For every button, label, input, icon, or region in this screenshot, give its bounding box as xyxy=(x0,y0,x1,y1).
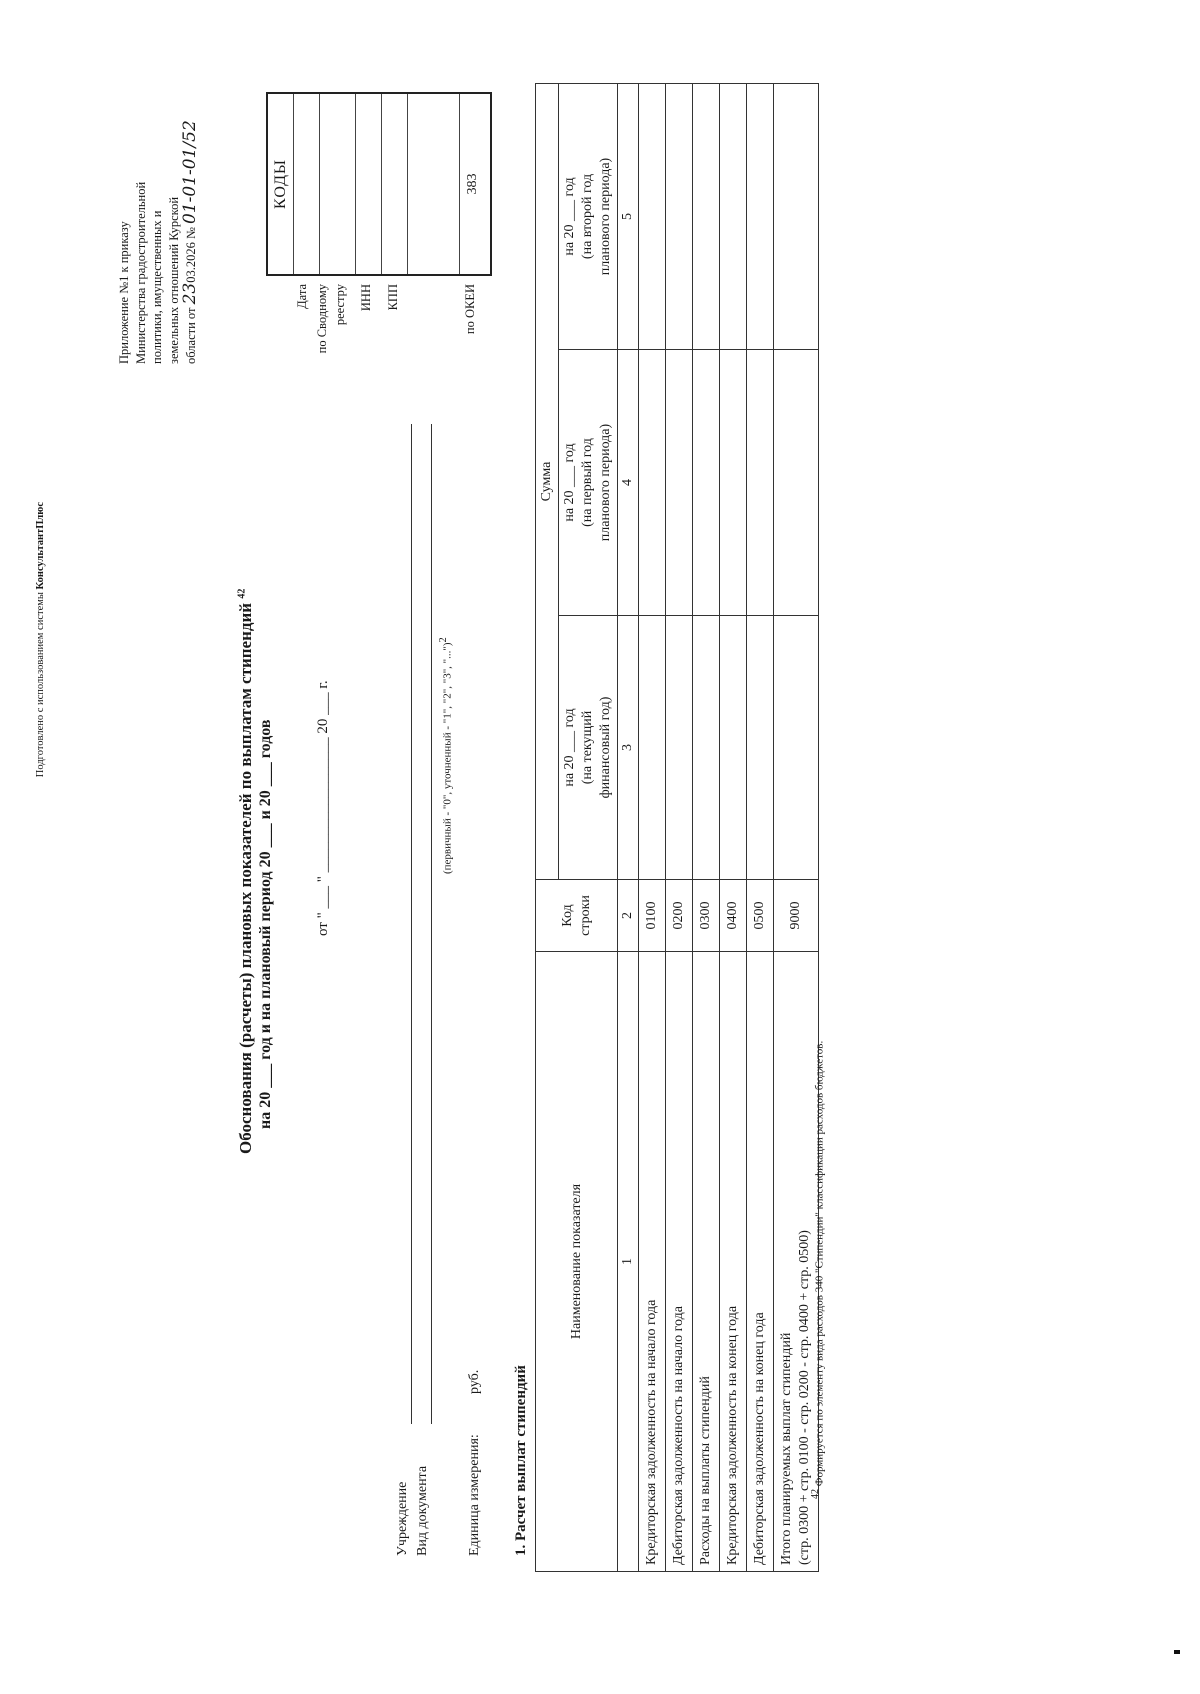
institution-label: Учреждение xyxy=(395,1481,410,1556)
total-row-name: Итого планируемых выплат стипендий (стр. 0300 + стр. 0100 - стр. 0200 - стр. 0400 + стр. 0500) xyxy=(774,952,819,1572)
document-title: Обоснования (расчеты) плановых показателей по выплатам стипендий $^{42}$ xyxy=(236,588,255,1154)
codes-date-cell[interactable] xyxy=(294,94,320,274)
value-cell[interactable] xyxy=(720,350,747,616)
value-cell[interactable] xyxy=(747,83,774,349)
unit-label: Единица измерения: xyxy=(467,1434,482,1556)
value-cell[interactable] xyxy=(639,350,666,616)
header-indicator-name: Наименование показателя xyxy=(536,952,618,1572)
document-subtitle: на 20 ___ год и на плановый период 20 ___ и 20 ___ годов xyxy=(257,719,274,1129)
codes-label-kpp: КПП xyxy=(386,284,400,311)
total-value-cell[interactable] xyxy=(774,350,819,616)
column-number: 5 xyxy=(618,83,639,349)
stipend-table xyxy=(535,83,819,1572)
codes-label-okei: по ОКЕИ xyxy=(463,284,477,335)
codes-kpp-cell[interactable] xyxy=(382,94,408,274)
header-second-plan-year: на 20 ___ год (на второй год планового периода) xyxy=(559,83,618,349)
codes-okei-cell: 383 xyxy=(465,173,480,195)
table-row xyxy=(666,83,693,1571)
total-value-cell[interactable] xyxy=(774,83,819,349)
table-row xyxy=(693,83,720,1571)
row-code: 0400 xyxy=(720,880,747,952)
section-title: 1. Расчет выплат стипендий xyxy=(513,1365,529,1556)
total-row-code: 9000 xyxy=(774,880,819,952)
codes-header: КОДЫ xyxy=(268,94,294,274)
value-cell[interactable] xyxy=(747,616,774,880)
handwritten-day: 23 xyxy=(180,282,200,305)
institution-underline[interactable] xyxy=(411,424,412,1424)
value-cell[interactable] xyxy=(693,83,720,349)
header-current-year: на 20 ___ год (на текущий финансовый год) xyxy=(559,616,618,880)
appendix-line: Министерства градостроительной xyxy=(133,181,148,364)
codes-label-registry-2: реестру xyxy=(333,284,347,326)
total-value-cell[interactable] xyxy=(774,616,819,880)
codes-doc-type-cell[interactable] xyxy=(408,94,460,274)
row-code: 0300 xyxy=(693,880,720,952)
row-name: Расходы на выплаты стипендий xyxy=(693,952,720,1572)
value-cell[interactable] xyxy=(693,616,720,880)
scan-speck xyxy=(1174,1650,1180,1654)
column-number: 4 xyxy=(618,350,639,616)
appendix-block xyxy=(116,120,200,364)
header-sum: Сумма xyxy=(536,83,559,879)
consultant-note: Подготовлено с использованием системы КонсультантПлюс xyxy=(35,502,46,778)
appendix-line: земельных отношений Курской xyxy=(166,196,181,364)
column-number: 3 xyxy=(618,616,639,880)
row-name: Дебиторская задолженность на конец года xyxy=(747,952,774,1572)
codes-inn-cell[interactable] xyxy=(356,94,382,274)
codes-label-date: Дата xyxy=(295,284,309,309)
footnote: 42 Формируется по элементу вида расходов 340 "Стипендии" классификации расходов бюджетов. xyxy=(810,1040,826,1499)
row-name: Кредиторская задолженность на начало года xyxy=(639,952,666,1572)
value-cell[interactable] xyxy=(666,83,693,349)
value-cell[interactable] xyxy=(666,616,693,880)
header-row-code: Код строки xyxy=(536,880,618,952)
column-number: 2 xyxy=(618,880,639,952)
table-row xyxy=(720,83,747,1571)
value-cell[interactable] xyxy=(666,350,693,616)
value-cell[interactable] xyxy=(747,350,774,616)
appendix-line: Приложение №1 к приказу xyxy=(117,221,131,364)
header-first-plan-year: на 20 ___ год (на первый год планового периода) xyxy=(559,350,618,616)
appendix-date-line: области от 2303.2026 № 01-01-01/52 xyxy=(180,120,200,364)
row-code: 0100 xyxy=(639,880,666,952)
codes-label-registry-1: по Сводному xyxy=(315,284,329,354)
codes-box xyxy=(266,92,492,276)
document-date-line: от " ___ " __________________ 20 ___ г. xyxy=(315,680,331,936)
codes-label-inn: ИНН xyxy=(359,284,373,312)
column-number: 1 xyxy=(618,952,639,1572)
value-cell[interactable] xyxy=(720,616,747,880)
codes-registry-cell[interactable] xyxy=(320,94,356,274)
table-row xyxy=(639,83,666,1571)
table-row xyxy=(747,83,774,1571)
value-cell[interactable] xyxy=(693,350,720,616)
row-code: 0500 xyxy=(747,880,774,952)
handwritten-order-number: 01-01-01/52 xyxy=(180,120,200,224)
row-name: Кредиторская задолженность на конец года xyxy=(720,952,747,1572)
doc-type-underline[interactable] xyxy=(431,424,432,1424)
doc-type-label: Вид документа xyxy=(415,1465,430,1556)
value-cell[interactable] xyxy=(639,616,666,880)
value-cell[interactable] xyxy=(639,83,666,349)
value-cell[interactable] xyxy=(720,83,747,349)
appendix-line: политики, имущественных и xyxy=(150,210,164,364)
row-name: Дебиторская задолженность на начало года xyxy=(666,952,693,1572)
unit-value: руб. xyxy=(467,1369,482,1394)
row-code: 0200 xyxy=(666,880,693,952)
doc-type-note: (первичный - "0", уточненный - "1", "2", "3", "...")2 xyxy=(438,637,454,874)
